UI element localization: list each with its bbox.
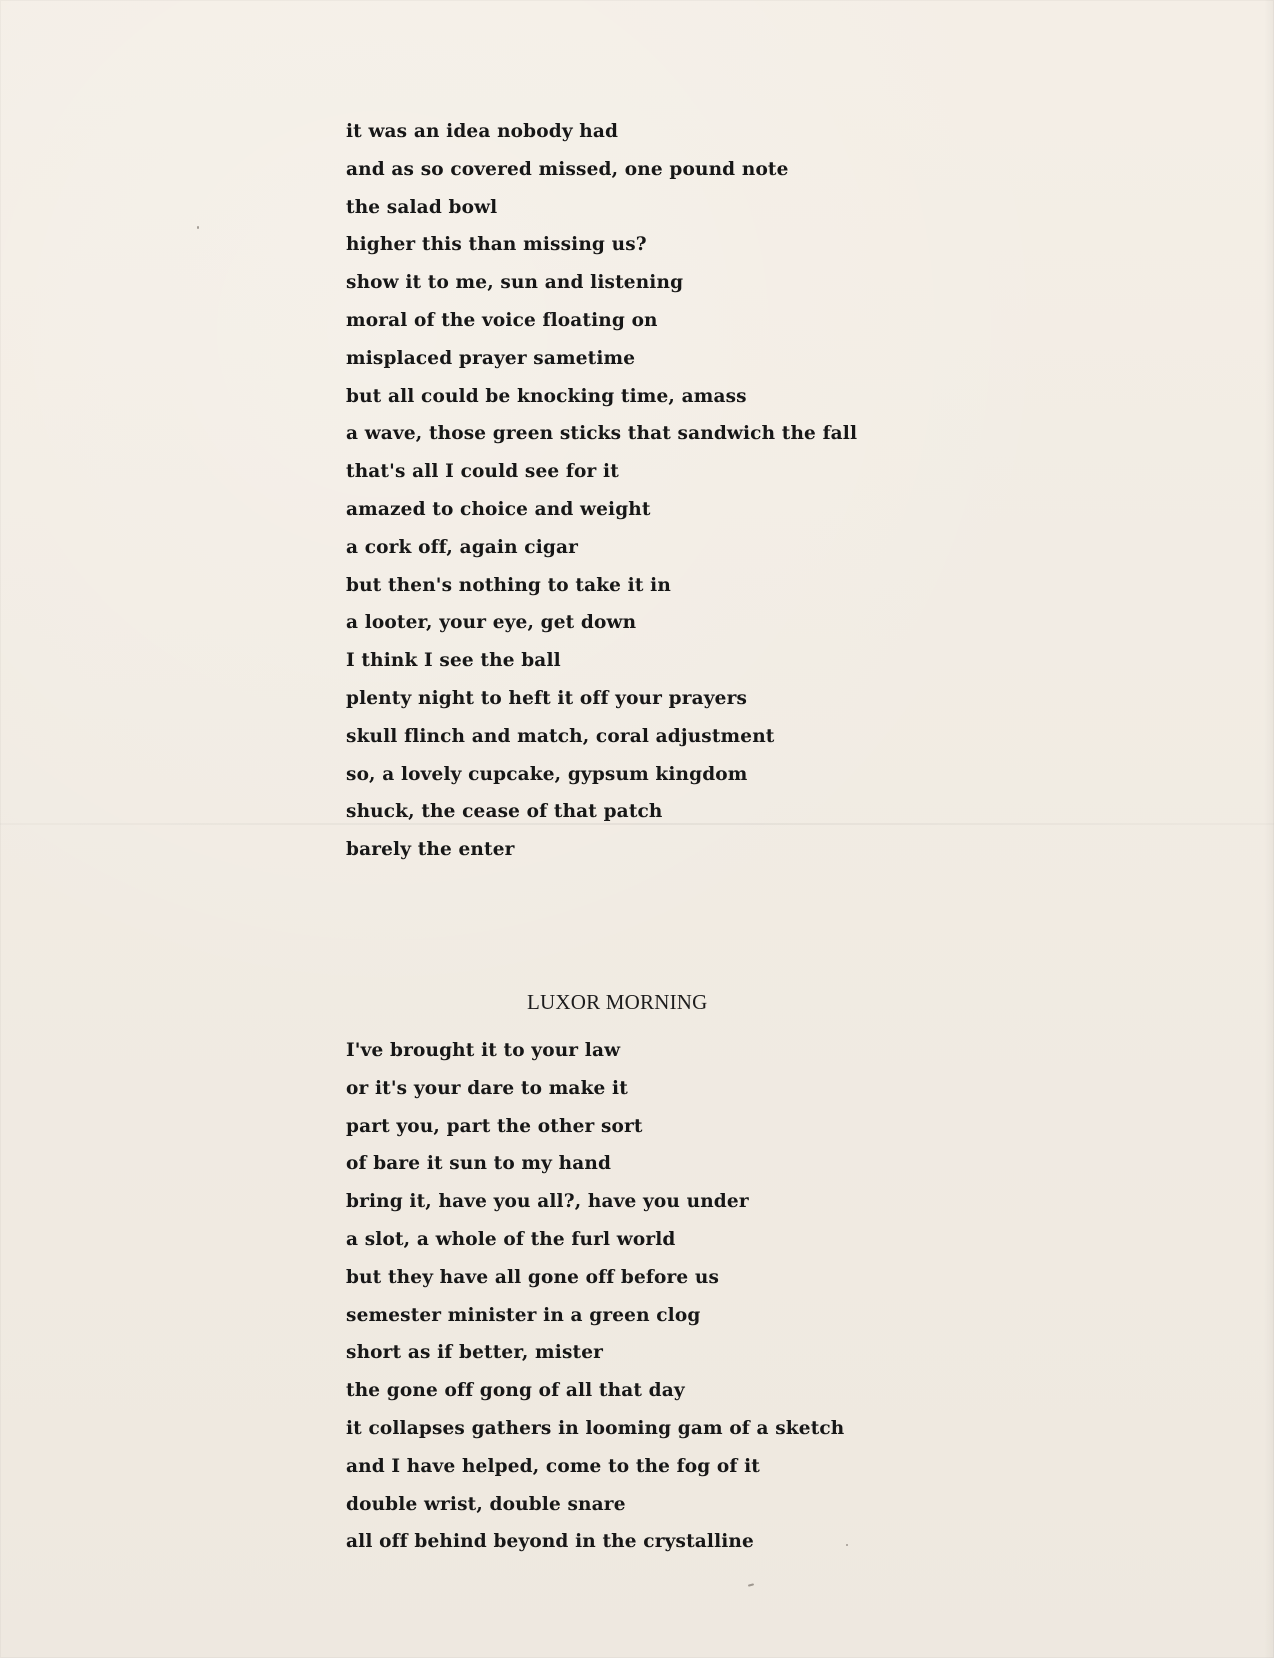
luxor-morning-poem — [346, 1032, 844, 1561]
poem-line: a wave, those green sticks that sandwich the fall — [346, 423, 858, 445]
poem-line: shuck, the cease of that patch — [346, 801, 663, 823]
first-poem — [346, 113, 857, 869]
poem-line: I think I see the ball — [346, 650, 561, 672]
poem-line: amazed to choice and weight — [346, 498, 651, 520]
poem-line: a looter, your eye, get down — [346, 612, 637, 634]
poem-line: double wrist, double snare — [346, 1493, 626, 1515]
poem-line: short as if better, mister — [346, 1342, 604, 1364]
poem-line: part you, part the other sort — [346, 1115, 643, 1137]
poem-line: that's all I could see for it — [346, 461, 619, 483]
poem-line: all off behind beyond in the crystalline — [346, 1531, 754, 1553]
paper-speck — [846, 1544, 848, 1546]
poem-line: the gone off gong of all that day — [346, 1380, 685, 1402]
poem-line: semester minister in a green clog — [346, 1304, 701, 1326]
poem-line: I've brought it to your law — [346, 1040, 621, 1061]
poem-line: and I have helped, come to the fog of it — [346, 1455, 760, 1477]
poem-line: or it's your dare to make it — [346, 1077, 628, 1099]
poem-line: skull flinch and match, coral adjustment — [346, 725, 775, 747]
poem-line: but they have all gone off before us — [346, 1266, 720, 1288]
poem-line: it collapses gathers in looming gam of a sketch — [346, 1417, 845, 1439]
poem-line: plenty night to heft it off your prayers — [346, 687, 748, 709]
page-right-edge — [1264, 0, 1274, 1658]
poem-line: but all could be knocking time, amass — [346, 385, 747, 407]
poem-line: moral of the voice floating on — [346, 309, 658, 331]
poem-line: show it to me, sun and listening — [346, 272, 684, 294]
poem-line: so, a lovely cupcake, gypsum kingdom — [346, 763, 748, 785]
poem-line: barely the enter — [346, 839, 515, 861]
poem-line: bring it, have you all?, have you under — [346, 1191, 749, 1213]
poem-line: of bare it sun to my hand — [346, 1153, 612, 1175]
poem-line: the salad bowl — [346, 196, 498, 218]
poem-line: higher this than missing us? — [346, 234, 647, 256]
poem-line: but then's nothing to take it in — [346, 574, 671, 596]
paper-speck — [197, 226, 199, 229]
poem-line: misplaced prayer sametime — [346, 347, 636, 369]
poem-line: it was an idea nobody had — [346, 121, 619, 142]
poem-title: LUXOR MORNING — [527, 990, 708, 1014]
poem-line: a slot, a whole of the furl world — [346, 1228, 676, 1250]
poem-line: and as so covered missed, one pound note — [346, 158, 789, 180]
poem-line: a cork off, again cigar — [346, 536, 579, 558]
paper-speck — [748, 1583, 754, 1586]
